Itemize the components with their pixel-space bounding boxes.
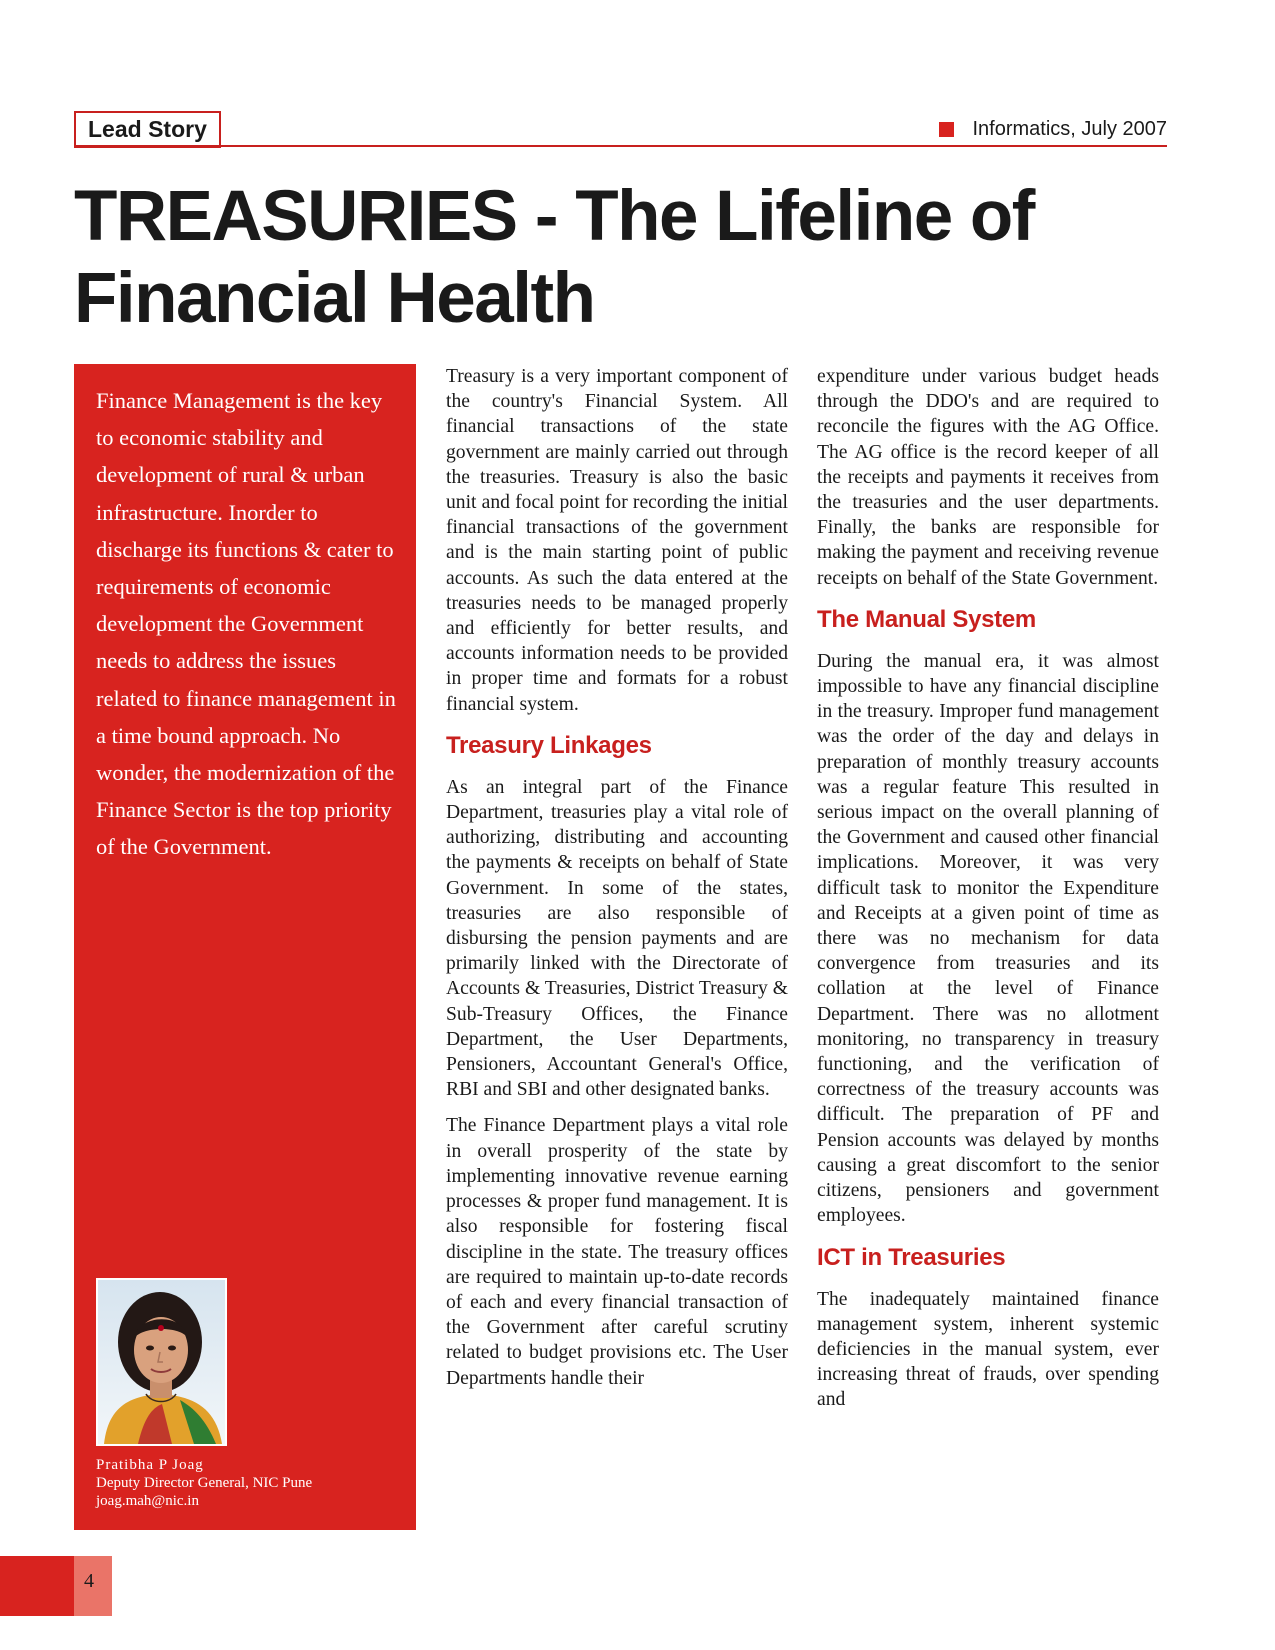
manual-system-paragraph: During the manual era, it was almost impossible to have any financial discipline in the treasury. Improper fund management was the order of the day and delays in preparation of monthly treasury accounts was a regular feature This resulted in serious impact on the overall planning of the Government and caused other financial implications. Moreover, it was very difficult task to monitor the Expenditure and Receipts at a given point of time as there was no mechanism for data convergence from treasuries and its collation at the level of Finance Department. There was no allotment monitoring, no transparency in treasury functioning, and the verification of correctness of the treasury accounts was difficult. The preparation of PF and Pension accounts was delayed by months causing a great discomfort to the senior citizens, pensioners and government employees. xyxy=(817,650,1159,1227)
pullquote: Finance Management is the key to economic stability and development of rural & urban infrastructure. Inorder to discharge its functions & cater to requirements of economic development the Government needs to address the issues related to finance management in a time bound approach. No wonder, the modernization of the Finance Sector is the top priority of the Government. xyxy=(96,388,396,860)
section-tag: Lead Story xyxy=(74,111,221,148)
linkages-paragraph-2: The Finance Department plays a vital role in overall prosperity of the state by implementing innovative revenue earning processes & proper fund management. It is also responsible for fostering fiscal discipline in the state. The treasury offices are required to maintain up-to-date records of each and every financial transaction of the Government after careful scrutiny related to budget provisions etc. The User Departments handle their xyxy=(446,1115,788,1389)
section-heading-manual-system: The Manual System xyxy=(817,605,1036,633)
issue-info xyxy=(939,118,1167,141)
article-column-middle xyxy=(446,364,788,1391)
sidebar-panel xyxy=(74,364,416,1530)
folio-bar xyxy=(0,1556,74,1616)
section-heading-linkages: Treasury Linkages xyxy=(446,731,652,759)
author-email: joag.mah@nic.in xyxy=(96,1493,199,1509)
author-portrait-illustration xyxy=(98,1280,225,1444)
intro-paragraph: Treasury is a very important component of the country's Financial System. All financial transactions of the state government are mainly carried out through the treasuries. Treasury is also the basic unit and focal point for recording the initial financial transactions of the government and is the main starting point of public accounts. As such the data entered at the treasuries needs to be managed properly and efficiently for better results, and accounts information needs to be provided in proper time and formats for a robust financial system. xyxy=(446,366,788,715)
headline: TREASURIES - The Lifeline of Financial Health xyxy=(74,177,1034,338)
header-rule xyxy=(74,145,1167,147)
article-column-right xyxy=(817,364,1159,1413)
linkages-paragraph-1: As an integral part of the Finance Department, treasuries play a vital role of authorizing, distributing and accounting the payments & receipts on behalf of State Government. In some of the states, treasuries are also responsible of disbursing the pension payments and are primarily linked with the Directorate of Accounts & Treasuries, District Treasury & Sub-Treasury Offices, the Finance Department, the User Departments, Pensioners, Accountant General's Office, RBI and SBI and other designated banks. xyxy=(446,776,788,1101)
linkages-paragraph-2-continued: expenditure under various budget heads through the DDO's and are required to reconcile the figures with the AG Office. The AG office is the record keeper of all the receipts and payments it receives from the treasuries and the user departments. Finally, the banks are responsible for making the payment and receiving revenue receipts on behalf of the State Government. xyxy=(817,366,1159,589)
author-photo xyxy=(96,1278,227,1446)
ict-paragraph: The inadequately maintained finance management system, inherent systemic deficiencies in the manual system, ever increasing threat of frauds, over spending and xyxy=(817,1288,1159,1411)
section-heading-ict: ICT in Treasuries xyxy=(817,1243,1006,1271)
author-byline xyxy=(96,1456,396,1510)
issue-text: Informatics, July 2007 xyxy=(972,118,1167,140)
author-title: Deputy Director General, NIC Pune xyxy=(96,1475,313,1491)
red-square-icon xyxy=(939,122,954,137)
author-name: Pratibha P Joag xyxy=(96,1457,204,1473)
page-number: 4 xyxy=(84,1570,94,1592)
